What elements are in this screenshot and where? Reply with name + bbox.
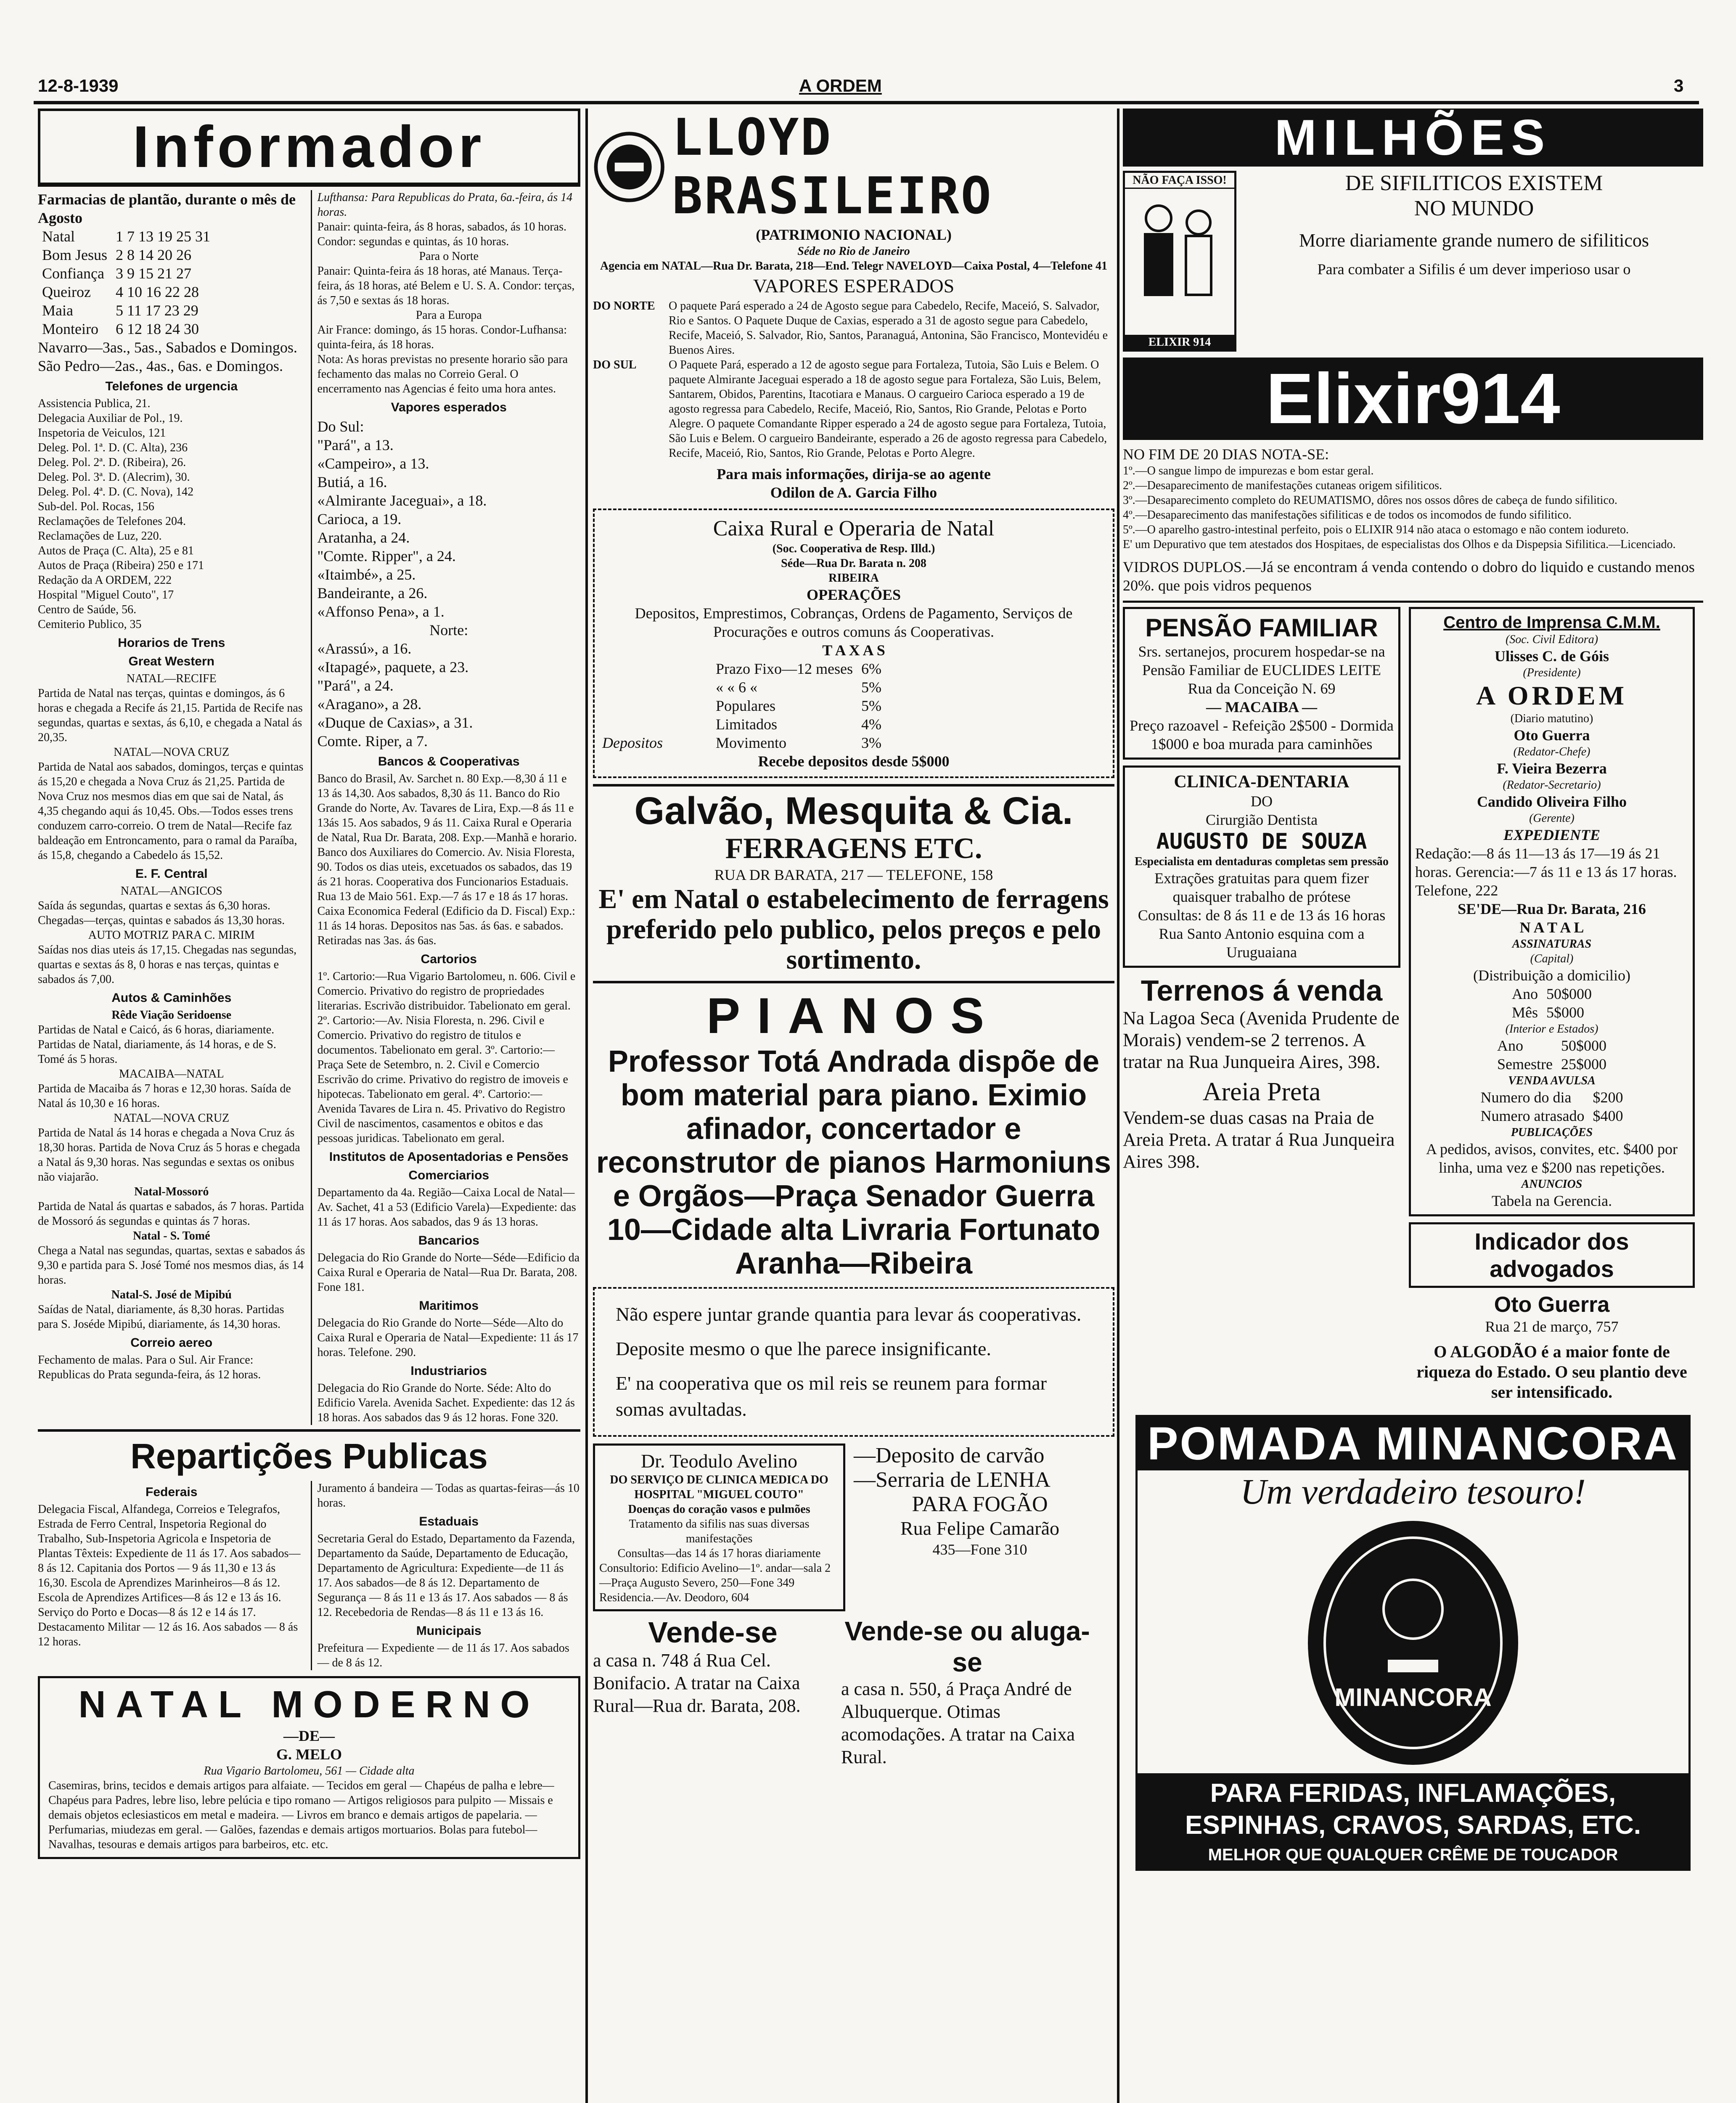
sao-pedro: São Pedro—2as., 4as., 6as. e Domingos. xyxy=(38,358,283,374)
list-item: Redação da A ORDEM, 222 xyxy=(38,574,172,587)
do-sul-label: DO SUL xyxy=(593,358,637,371)
list-item: 3º.—Desaparecimento completo do REUMATISMO, dôres nos ossos dôres de cabeça de fundo sifilitico. xyxy=(1123,494,1617,507)
auto-motriz-heading: AUTO MOTRIZ PARA C. MIRIM xyxy=(88,929,255,942)
maritimos-text: Delegacia do Rio Grande do Norte—Séde—Alto do Caixa Rural e Operaria de Natal—Expediente: 11 ás 17 horas. Telefone. 290. xyxy=(317,1316,579,1359)
trens-heading: Horarios de Trens xyxy=(118,636,225,650)
centro-presidente: Ulisses C. de Góis xyxy=(1494,648,1609,665)
macaiba-heading: MACAIBA—NATAL xyxy=(119,1067,224,1081)
municipais-heading: Municipais xyxy=(416,1624,482,1638)
correio-heading: Correio aereo xyxy=(130,1336,213,1350)
lloyd-info: Para mais informações, dirija-se ao agente xyxy=(717,466,991,482)
table-row: Limitados 4% xyxy=(716,716,881,733)
table-row: Semestre 25$000 xyxy=(1497,1056,1606,1073)
areia-title: Areia Preta xyxy=(1202,1078,1321,1106)
caixa-sub1: (Soc. Cooperativa de Resp. Illd.) xyxy=(772,542,935,555)
elixir-nota: NO FIM DE 20 DIAS NOTA-SE: xyxy=(1123,446,1329,463)
a-ordem-sub: (Diario matutino) xyxy=(1510,712,1593,725)
algodao-text: O ALGODÃO é a maior fonte de riqueza do Estado. O seu plantio deve ser intensificado. xyxy=(1416,1342,1687,1401)
vende-aluga-title: Vende-se ou aluga-se xyxy=(844,1616,1090,1677)
clinica-especialista: Especialista em dentaduras completas sem pressão xyxy=(1135,855,1389,868)
correio-text: Fechamento de malas. Para o Sul. Air France: Republicas do Prata segunda-feira, ás 12 horas. xyxy=(38,1353,261,1381)
industriarios-text: Delegacia do Rio Grande do Norte. Séde: Alto do Edificio Varela. Avenida Sachet. Expediente: das 12 ás 18 horas. Aos sabados das 9 ás 12 horas. Fone 320. xyxy=(317,1382,575,1424)
assinaturas-interior-table xyxy=(1493,1036,1611,1073)
list-item: E' um Depurativo que tem atestados dos Hospitaes, de especialistas dos Olhos e da Dispepsia Sifilitica.—Licenciado. xyxy=(1123,538,1676,551)
caixa-title: Caixa Rural e Operaria de Natal xyxy=(713,516,995,540)
tota-text: Professor Totá Andrada dispõe de bom material para piano. Eximio afinador, concertador e reconstrutor de pianos Harmoniuns e Orgãos—Praça Senador Guerra 10—Cidade alta Livraria Fortunato Aranha—Ribeira xyxy=(596,1045,1111,1280)
lloyd-agencia: Agencia em NATAL—Rua Dr. Barata, 218—End. Telegr NAVELOYD—Caixa Postal, 4—Telefone 41 xyxy=(600,260,1108,273)
natal-recife-text: Partida de Natal nas terças, quintas e domingos, ás 6 horas e chegada a Recife ás 21,15. Partida de Recife nas segundas, quartas e sextas, ás 6,10, e chegada a Natal ás 20,35. xyxy=(38,687,303,744)
table-row: Ano 50$000 xyxy=(1497,1037,1606,1054)
interior-label: (Interior e Estados) xyxy=(1505,1022,1598,1036)
elixir-illustration xyxy=(1123,171,1236,352)
milhoes-text2: Para combater a Sifilis é um dever imperioso usar o xyxy=(1317,261,1631,278)
farmacias-heading: Farmacias de plantão, durante o mês de Agosto xyxy=(38,191,296,226)
natal-angicos-text: Saída ás segundas, quartas e sextas ás 6,30 horas. Chegadas—terças, quintas e sabados ás 13,30 horas. xyxy=(38,899,285,927)
list-item: «Campeiro», a 13. xyxy=(317,455,429,472)
candido-label: (Gerente) xyxy=(1529,812,1575,825)
oto-label: (Redator-Chefe) xyxy=(1513,745,1590,758)
carvao-line3: PARA FOGÃO xyxy=(912,1492,1048,1516)
natal-sao-tome-heading: Natal - S. Tomé xyxy=(132,1229,210,1242)
list-item: Hospital "Miguel Couto", 17 xyxy=(38,588,174,601)
vende-se-ad xyxy=(593,1616,833,1769)
nota: Nota: As horas previstas no presente horario são para fechamento das malas no Correio Geral. O encerramento nas Agencias é feito uma hora antes. xyxy=(317,353,568,395)
table-row: Movimento 3% xyxy=(716,734,881,751)
list-item: Autos de Praça (Ribeira) 250 e 171 xyxy=(38,559,204,572)
table-row: Natal 1 7 13 19 25 31 xyxy=(42,228,211,245)
indicador-title: Indicador dos advogados xyxy=(1474,1228,1629,1282)
federais-heading: Federais xyxy=(146,1485,198,1499)
pomada-minancora-ad xyxy=(1135,1415,1691,1871)
clinica-ad xyxy=(1123,765,1400,968)
list-item: 4º.—Desaparecimento das manifestações sifiliticas e de todos os incomodos de fundo sifilitico. xyxy=(1123,509,1572,522)
anuncios-heading: ANUNCIOS xyxy=(1521,1178,1583,1191)
publicacoes-heading: PUBLICAÇÕES xyxy=(1511,1126,1593,1139)
table-row: Confiança 3 9 15 21 27 xyxy=(42,265,192,282)
caixa-sub3: RIBEIRA xyxy=(828,572,879,585)
sede: SE'DE—Rua Dr. Barata, 216 xyxy=(1458,901,1646,917)
natal-moderno-de: —DE— xyxy=(283,1727,335,1744)
venda-table xyxy=(1477,1088,1628,1125)
distribuicao: (Distribuição a domicilio) xyxy=(1473,967,1630,984)
bancarios-text: Delegacia do Rio Grande do Norte—Séde—Edificio da Caixa Rural e Operaria de Natal—Rua Dr. Barata, 208. Fone 181. xyxy=(317,1251,580,1294)
clinica-extracoes: Extrações gratuitas para quem fizer quaisquer trabalho de prótese xyxy=(1154,870,1369,905)
pensao-text: Srs. sertanejos, procurem hospedar-se na Pensão Familiar de EUCLIDES LEITE xyxy=(1138,643,1385,678)
carvao-address: Rua Felipe Camarão xyxy=(900,1518,1060,1539)
pomada-tin-icon xyxy=(1304,1517,1522,1769)
galvao-slogan: E' em Natal o estabelecimento de ferragens preferido pelo publico, pelos preços e pelo sortimento. xyxy=(598,884,1109,975)
vidros-text: VIDROS DUPLOS.—Já se encontram á venda contendo o dobro do liquido e custando menos 20%. que pois vidros pequenos xyxy=(1123,559,1695,594)
operacoes-text: Depositos, Emprestimos, Cobranças, Ordens de Pagamento, Serviços de Procurações e outros comuns ás Cooperativas. xyxy=(635,605,1073,640)
federais-text: Delegacia Fiscal, Alfandega, Correios e Telegrafos, Estrada de Ferro Central, Inspetoria Regional do Trabalho, Sub-Inspetoria Agricola e Inspetoria de Plantas Têxteis: Expediente de 11 ás 17. Aos sabados—8 ás 12. Capitania dos Portos — 9 ás 11,30 e 13 ás 16,30. Escola de Aprendizes Marinheiros—8 ás 12. Escola de Aprendizes Artifices—8 ás 12 e 13 ás 16. Serviço do Porto e Docas—8 ás 12 e 14 ás 17. Destacamento Militar — 12 ás 16. Aos sabados — 8 ás 12 horas. xyxy=(38,1503,301,1648)
table-row: Numero do dia $200 xyxy=(1480,1089,1623,1106)
lufthansa: Lufthansa: Para Republicas do Prata, 6a.-feira, ás 14 horas. xyxy=(317,191,573,219)
vende-aluga-text: a casa n. 550, á Praça André de Albuquerque. Otimas acomodações. A tratar na Caixa Rural. xyxy=(841,1679,1075,1767)
list-item: Deleg. Pol. 2ª. D. (Ribeira), 26. xyxy=(38,456,186,469)
telefones-heading: Telefones de urgencia xyxy=(105,379,238,393)
rede-viacao-heading: Rêde Viação Seridoense xyxy=(111,1009,232,1022)
do-norte-text: O paquete Pará esperado a 24 de Agosto segue para Cabedelo, Recife, Maceió, S. Salvador, Rio e Santos. O Paquete Duque de Caxias, esperado a 31 de agosto segue para Cabedelo, Recife, Maceió, S. Salvador, Rio, Santos, Paranaguá, Antonina, São Francisco, Montevidéu e Buenos Aires. xyxy=(669,299,1108,357)
issue-date: 12-8-1939 xyxy=(38,76,119,95)
reparticoes-title: Repartições Publicas xyxy=(130,1436,488,1476)
header-rule xyxy=(34,101,1699,104)
carvao-line2: —Serraria de LENHA xyxy=(854,1468,1051,1492)
lloyd-title: LLOYD BRASILEIRO xyxy=(672,109,993,225)
teodulo-service: DO SERVIÇO DE CLINICA MEDICA DO HOSPITAL "MIGUEL COUTO" xyxy=(610,1473,828,1501)
carvao-fone: 435—Fone 310 xyxy=(932,1541,1027,1558)
comerciarios-heading: Comerciarios xyxy=(408,1168,490,1182)
cooperativa-ad xyxy=(593,1287,1114,1437)
indicador-ad xyxy=(1409,1222,1695,1288)
doctor-figures-icon xyxy=(1125,189,1230,315)
operacoes-heading: OPERAÇÕES xyxy=(806,586,901,603)
list-item: «Itapagé», paquete, a 23. xyxy=(317,659,469,675)
taxas-table xyxy=(712,660,886,752)
indicador-name: Oto Guerra xyxy=(1494,1293,1610,1317)
estaduais-heading: Estaduais xyxy=(419,1515,479,1528)
lloyd-subtitle: (PATRIMONIO NACIONAL) xyxy=(756,226,952,243)
do-sul-text: O Paquete Pará, esperado a 12 de agosto segue para Fortaleza, Tutoia, São Luis e Belem. O paquete Almirante Jaceguai esperado a 18 de agosto segue para Fortaleza, São Luis, Belem, Santarem, Obidos, Parentins, Itacotiara e Manaus. O cargueiro Carioca esperado a 19 de agosto regressa para Cabedelo, Recife, Maceió, Rio, Santos, Rio Grande, Pelotas e Porto Alegre. O paquete Comandante Ripper esperado a 24 de agosto segue para Fortaleza, Tutoia, São Luis e Belem. O cargueiro Bandeirante, esperado a 26 de agosto regressa para Cabedelo, Recife, Maceió, Rio, Santos, Rio Grande, Pelotas e Porto Alegre. xyxy=(669,358,1107,460)
norte-heading: Norte: xyxy=(429,622,468,638)
pomada-slogan: Um verdadeiro tesouro! xyxy=(1240,1471,1586,1512)
navarro: Navarro—3as., 5as., Sabados e Domingos. xyxy=(38,339,297,356)
list-item: Reclamações de Luz, 220. xyxy=(38,530,162,543)
galvao-address: RUA DR BARATA, 217 — TELEFONE, 158 xyxy=(714,866,993,883)
natal-moderno-owner: G. MELO xyxy=(276,1746,342,1763)
list-item: Comte. Riper, a 7. xyxy=(317,733,428,750)
centro-sub: (Soc. Civil Editora) xyxy=(1505,633,1598,646)
central-heading: E. F. Central xyxy=(135,867,208,881)
do-sul-heading: Do Sul: xyxy=(317,418,364,435)
column-center xyxy=(593,109,1114,2103)
pomada-seal: MINANCORA xyxy=(1334,1683,1492,1711)
caixa-rural-ad xyxy=(593,509,1114,778)
vapores-heading: Vapores esperados xyxy=(391,400,507,414)
farmacias-table xyxy=(38,227,214,338)
pianos-title: PIANOS xyxy=(706,988,1001,1044)
maritimos-heading: Maritimos xyxy=(419,1299,479,1313)
pianos-ad xyxy=(593,981,1114,1280)
terrenos-text: Na Lagoa Seca (Avenida Prudente de Morais) vendem-se 2 terrenos. A tratar na Rua Junqueira Aires, 398. xyxy=(1123,1008,1400,1072)
list-item: 5º.—O aparelho gastro-intestinal perfeito, pois o ELIXIR 914 não ataca o estomago e não contem iodureto. xyxy=(1123,523,1629,536)
norte-list xyxy=(317,639,580,750)
list-item: Inspetoria de Veiculos, 121 xyxy=(38,426,166,440)
reparticoes-section xyxy=(38,1429,580,1670)
clinica-cirurgiao: Cirurgião Dentista xyxy=(1205,811,1318,828)
clinica-do: DO xyxy=(1251,793,1273,810)
bezerra-label: (Redator-Secretario) xyxy=(1503,779,1601,792)
auto-motriz-text: Saídas nos dias uteis ás 17,15. Chegadas nas segundas, quartas e sextas ás 8, 0 horas e nas terças, quintas e sabados ás 7,00. xyxy=(38,943,297,986)
paper-name: A ORDEM xyxy=(799,76,882,95)
para-norte: Panair: Quinta-feira ás 18 horas, até Manaus. Terça-feira, ás 18 horas, até Belem e U. S. A. Condor: terças, ás 7,50 e sextas ás 18 horas. xyxy=(317,265,575,307)
clinica-name: AUGUSTO DE SOUZA xyxy=(1156,829,1367,854)
list-item: Reclamações de Telefones 204. xyxy=(38,515,186,528)
list-item: "Comte. Ripper", a 24. xyxy=(317,548,456,564)
informador-subcol-b xyxy=(311,190,580,1425)
list-item: "Pará", a 24. xyxy=(317,677,394,694)
column-divider xyxy=(1117,109,1119,2103)
institutos-heading: Institutos de Aposentadorias e Pensões xyxy=(329,1150,569,1164)
terrenos-title: Terrenos á venda xyxy=(1141,974,1383,1007)
page-number: 3 xyxy=(1674,76,1684,95)
areia-ad xyxy=(1123,1077,1400,1173)
expediente-text: Redação:—8 ás 11—13 ás 17—19 ás 21 horas. Gerencia:—7 ás 11 e 13 ás 17 horas. Telefone, 222 xyxy=(1415,845,1677,899)
teodulo-sifilis: Tratamento da sifilis nas suas diversas manifestações xyxy=(629,1518,810,1545)
taxas-heading: T A X A S xyxy=(822,642,885,659)
para-europa: Air France: domingo, ás 15 horas. Condor-Lufhansa: quinta-feira, ás 18 horas. xyxy=(317,323,567,351)
list-item: "Pará", a 13. xyxy=(317,437,394,453)
terrenos-ad xyxy=(1123,974,1400,1073)
natal-sao-jose-heading: Natal-S. José de Mipibú xyxy=(111,1288,232,1301)
galvao-sub: FERRAGENS ETC. xyxy=(725,832,982,865)
milhoes-text: Morre diariamente grande numero de sifiliticos xyxy=(1299,230,1649,251)
galvao-ad xyxy=(593,784,1114,975)
natal-recife-heading: NATAL—RECIFE xyxy=(126,672,217,685)
elixir-badge: ELIXIR 914 xyxy=(1125,335,1234,350)
teodulo-residencia: Residencia.—Av. Deodoro, 604 xyxy=(599,1591,749,1604)
anuncios-text: Tabela na Gerencia. xyxy=(1491,1192,1612,1209)
table-row: Prazo Fixo—12 meses 6% xyxy=(716,660,881,677)
informador-title: Informador xyxy=(38,109,580,187)
natal-nova-cruz-text: Partida de Natal aos sabados, domingos, terças e quintas ás 15,20 e chegada a Nova Cruz ás 21,25. Partida de Nova Cruz nos mesmos dias em que sai de Natal, ás 4,35 chegando aqui ás 10,45. Obs.—Todos esses trens conduzem carro-correio. O trem de Natal—Recife faz baldeação em Entroncamento, para o ramal da Paraíba, ás 15,8, chegando a Cabedelo ás 15,52. xyxy=(38,760,304,862)
elixir-items xyxy=(1123,464,1703,552)
a-ordem: A ORDEM xyxy=(1476,681,1628,710)
list-item: 1º.—O sangue limpo de impurezas e bom estar geral. xyxy=(1123,464,1374,477)
comerciarios-text: Departamento da 4a. Região—Caixa Local de Natal—Av. Sachet, 41 a 53 (Edificio Varela)—Expediente: das 11 ás 17 horas. Aos sabados, das 9 ás 13 horas. xyxy=(317,1186,576,1229)
column-right xyxy=(1123,109,1703,2103)
teodulo-name: Dr. Teodulo Avelino xyxy=(641,1450,797,1472)
cartorios-heading: Cartorios xyxy=(421,952,477,966)
do-sul-list xyxy=(317,436,580,621)
natal-moderno-text: Casemiras, brins, tecidos e demais artigos para alfaiate. — Tecidos em geral — Chapéus de palha e lebre—Chapéus para Padres, lebre liso, lebre pelúcia e tipo romano — Artigos religiosos para pulpito — Missais e demais objetos eclesiasticos em metal e madeira. — Livros em branco e demais artigos de papelaria. — Perfumarias, miudezas em geral. — Galões, fazendas e demais artigos mortuarios. Bolas para futebol—Navalhas, tesouras e demais artigos para barbeiros, etc. etc. xyxy=(48,1779,554,1851)
elixir-caption: NÃO FAÇA ISSO! xyxy=(1125,173,1234,189)
autos-heading: Autos & Caminhões xyxy=(111,991,232,1005)
centro-title: Centro de Imprensa C.M.M. xyxy=(1443,613,1660,632)
venda-heading: VENDA AVULSA xyxy=(1508,1074,1596,1087)
vapores-title: VAPORES ESPERADOS xyxy=(753,275,955,297)
carvao-ad xyxy=(854,1443,1106,1611)
list-item: Aratanha, a 24. xyxy=(317,529,410,546)
condor: Condor: segundas e quintas, ás 10 horas. xyxy=(317,235,509,248)
natal-moderno-address: Rua Vigario Bartolomeu, 561 — Cidade alta xyxy=(204,1764,415,1777)
pensao-ad xyxy=(1123,607,1400,760)
vende-aluga-ad xyxy=(841,1616,1093,1769)
elixir-name: Elixir914 xyxy=(1123,358,1703,440)
natal-mossoro-text: Partida de Natal ás quartas e sabados, ás 7 horas. Partida de Mossoró ás segundas e quintas ás 7 horas. xyxy=(38,1200,304,1228)
natal-mossoro-heading: Natal-Mossoró xyxy=(134,1185,209,1198)
list-item: «Arassú», a 16. xyxy=(317,640,412,657)
list-item: Cemiterio Publico, 35 xyxy=(38,618,142,631)
list-item: Assistencia Publica, 21. xyxy=(38,397,151,410)
list-item: Deleg. Pol. 3ª. D. (Alecrim), 30. xyxy=(38,471,190,484)
assinaturas-heading: ASSINATURAS xyxy=(1512,938,1592,951)
municipais-text: Prefeitura — Expediente — de 11 ás 17. Aos sabados — de 8 ás 12. xyxy=(317,1642,569,1669)
sede-city: N A T A L xyxy=(1519,919,1584,936)
table-row: Populares 5% xyxy=(716,697,881,714)
centro-presidente-label: (Presidente) xyxy=(1523,666,1581,679)
bancarios-heading: Bancarios xyxy=(418,1234,479,1247)
list-item: «Affonso Pena», a 1. xyxy=(317,603,445,620)
clinica-consultas: Consultas: de 8 ás 11 e de 13 ás 16 horas xyxy=(1138,907,1386,924)
para-europa-heading: Para a Europa xyxy=(415,309,482,322)
juramento-text: Juramento á bandeira — Todas as quartas-feiras—ás 10 horas. xyxy=(317,1482,580,1510)
bancos-text: Banco do Brasil, Av. Sarchet n. 80 Exp.—8,30 á 11 e 13 ás 14,30. Aos sabados, 8,30 ás 11. Banco do Rio Grande do Norte, Av. Tavares de Lira, Exp.—8 ás 11 e 13ás 15. Aos sabados, 9 ás 11. Caixa Rural e Operaria de Natal, Rua Dr. Barata, 208. Exp.—Manhã e horario. Banco dos Auxiliares do Comercio. Av. Nisia Floresta, 90. Todos os dias uteis, excetuados os sabados, das 19 ás 21 horas. Cooperativa dos Funcionarios Estaduais. Rua 13 de Maio 561. Exp.—7 ás 17 e 18 ás 17 horas. Caixa Economica Federal (Edificio da D. Fiscal) Exp.: 11 ás 14 horas. Depositos nas 5as. ás 6as. e sabados. Retiradas nas 3as. ás 6as. xyxy=(317,772,577,947)
list-item: Deleg. Pol. 4ª. D. (C. Nova), 142 xyxy=(38,485,194,498)
milhoes-title: MILHÕES xyxy=(1123,109,1703,167)
pomada-text: PARA FERIDAS, INFLAMAÇÕES, ESPINHAS, CRAVOS, SARDAS, ETC. xyxy=(1138,1773,1688,1846)
table-row: Maia 5 11 17 23 29 xyxy=(42,302,198,319)
list-item: 2º.—Desaparecimento de manifestações cutaneas origem sifiliticos. xyxy=(1123,479,1442,492)
areia-text: Vendem-se duas casas na Praia de Areia Preta. A tratar á Rua Junqueira Aires 398. xyxy=(1123,1107,1395,1172)
list-item: Butiá, a 16. xyxy=(317,474,387,490)
list-item: «Aragano», a 28. xyxy=(317,696,422,712)
vende-title: Vende-se xyxy=(648,1616,778,1649)
expediente-heading: EXPEDIENTE xyxy=(1503,826,1601,843)
telefones-list xyxy=(38,396,305,632)
list-item: Delegacia Auxiliar de Pol., 19. xyxy=(38,412,183,425)
bezerra: F. Vieira Bezerra xyxy=(1497,760,1607,777)
pensao-title: PENSÃO FAMILIAR xyxy=(1145,614,1378,642)
teodulo-doencas: Doenças do coração vasos e pulmões xyxy=(628,1503,810,1516)
recebe-depositos: Recebe depositos desde 5$000 xyxy=(758,753,950,770)
coop-p3: E' na cooperativa que os mil reis se reunem para formar somas avultadas. xyxy=(616,1372,1047,1420)
list-item: Carioca, a 19. xyxy=(317,511,402,527)
lloyd-agent: Odilon de A. Garcia Filho xyxy=(770,484,937,501)
table-row: Queiroz 4 10 16 22 28 xyxy=(42,283,199,300)
assinaturas-table xyxy=(1508,985,1596,1022)
milhoes-sub1: DE SIFILITICOS EXISTEM xyxy=(1345,171,1603,195)
table-row: Mês 5$000 xyxy=(1512,1004,1584,1021)
bancos-heading: Bancos & Cooperativas xyxy=(378,755,520,768)
industriarios-heading: Industriarios xyxy=(410,1364,487,1378)
centro-imprensa-box xyxy=(1409,607,1695,1216)
carvao-line1: —Deposito de carvão xyxy=(854,1443,1045,1467)
rede-viacao-text: Partidas de Natal e Caicó, ás 6 horas, diariamente. Partidas de Natal, diariamente, ás 14 horas, e de S. Tomé ás 5 horas. xyxy=(38,1023,276,1066)
pensao-rua: Rua da Conceição N. 69 xyxy=(1188,680,1336,697)
list-item: Centro de Saúde, 56. xyxy=(38,603,137,616)
table-row: Monteiro 6 12 18 24 30 xyxy=(42,320,199,337)
candido: Candido Oliveira Filho xyxy=(1477,793,1627,810)
table-row: Bom Jesus 2 8 14 20 26 xyxy=(42,246,192,263)
para-norte-heading: Para o Norte xyxy=(419,250,479,263)
natal-nova-cruz2-heading: NATAL—NOVA CRUZ xyxy=(114,1112,230,1125)
natal-moderno-ad xyxy=(38,1676,580,1859)
cartorios-text: 1º. Cartorio:—Rua Vigario Bartolomeu, n. 606. Civil e Comercio. Privativo do registro de propriedades literarias. Escrivão distribuidor. Tabelionato em geral. 2º. Cartorio:—Av. Nisia Floresta, n. 296. Civil e Comercio. Privativo do registro de titulos e documentos. Tabelionato em geral. 3º. Cartorio:—Praça Sete de Setembro, n. 2. Civil e Comercio Escrivão do crime. Privativo do registro de imoveis e hipotecas. Tabelionato em geral. 4º. Cartorio:—Avenida Tavares de Lira n. 45. Privativo do Registro Civil de nascimentos, casamentos e obitos e das pessoas juridicas. Tabelionato em geral. xyxy=(317,970,576,1145)
table-row: Ano 50$000 xyxy=(1512,985,1592,1002)
milhoes-sub2: NO MUNDO xyxy=(1414,196,1534,220)
informador-body xyxy=(38,190,580,1425)
informador-subcol-a xyxy=(38,190,305,1425)
list-item: «Duque de Caxias», a 31. xyxy=(317,714,473,731)
coop-p1: Não espere juntar grande quantia para levar ás cooperativas. xyxy=(616,1303,1082,1325)
natal-sao-jose-text: Saídas de Natal, diariamente, ás 8,30 horas. Partidas para S. Joséde Mipibú, diariamente, ás 14,30 horas. xyxy=(38,1303,284,1331)
natal-moderno-title: NATAL MODERNO xyxy=(78,1684,540,1726)
list-item: Sub-del. Pol. Rocas, 156 xyxy=(38,500,154,513)
galvao-title: Galvão, Mesquita & Cia. xyxy=(634,789,1073,832)
indicador-address: Rua 21 de março, 757 xyxy=(1485,1318,1619,1335)
panair: Panair: quinta-feira, ás 8 horas, sabados, ás 10 horas. xyxy=(317,220,566,233)
list-item: «Itaimbé», a 25. xyxy=(317,566,416,583)
clinica-title: CLINICA-DENTARIA xyxy=(1174,772,1350,792)
natal-sao-tome-text: Chega a Natal nas segundas, quartas, sextas e sabados ás 9,30 e partida para S. José Tomé nos mesmos dias, ás 14 horas. xyxy=(38,1244,305,1287)
capital-label: (Capital) xyxy=(1530,952,1574,965)
caixa-sub2: Séde—Rua Dr. Barata n. 208 xyxy=(781,557,926,570)
table-row: Numero atrasado $400 xyxy=(1480,1107,1623,1124)
list-item: Autos de Praça (C. Alta), 25 e 81 xyxy=(38,544,194,557)
teodulo-consultas: Consultas—das 14 ás 17 horas diariamente xyxy=(617,1547,821,1560)
column-divider xyxy=(585,109,588,2103)
natal-angicos-heading: NATAL—ANGICOS xyxy=(120,885,222,898)
estaduais-text: Secretaria Geral do Estado, Departamento da Fazenda, Departamento da Saúde, Departamento de Educação, Departamento de Agricultura: Expediente—de 11 ás 17. Aos sabados—de 8 ás 12. Departamento de Segurança — 8 ás 11 e 13 ás 17. Aos sabados — 8 ás 12. Recebedoria de Rendas—8 ás 11 e 13 ás 16. xyxy=(317,1532,575,1619)
pensao-city: — MACAIBA — xyxy=(1206,699,1317,715)
teodulo-consultorio: Consultorio: Edificio Avelino—1º. andar—sala 2—Praça Augusto Severo, 250—Fone 349 xyxy=(599,1562,831,1589)
clinica-address: Rua Santo Antonio esquina com a Uruguaiana xyxy=(1159,925,1365,961)
oto-guerra: Oto Guerra xyxy=(1514,727,1590,744)
lloyd-sede: Séde no Rio de Janeiro xyxy=(797,245,910,258)
lloyd-emblem-icon xyxy=(593,125,665,209)
list-item: «Almirante Jaceguai», a 18. xyxy=(317,492,487,509)
natal-nova-cruz-heading: NATAL—NOVA CRUZ xyxy=(114,746,230,759)
lloyd-header xyxy=(593,109,1114,225)
coop-p2: Deposite mesmo o que lhe parece insignificante. xyxy=(616,1338,991,1359)
depositos-label: Depositos xyxy=(602,734,663,751)
macaiba-text: Partida de Macaiba ás 7 horas e 12,30 horas. Saída de Natal ás 10,30 e 16 horas. xyxy=(38,1082,291,1110)
publicacoes-text: A pedidos, avisos, convites, etc. $400 por linha, uma vez e $200 nas repetições. xyxy=(1426,1141,1678,1176)
list-item: Bandeirante, a 26. xyxy=(317,585,428,601)
table-row: « « 6 « 5% xyxy=(716,679,881,696)
pensao-preco: Preço razoavel - Refeição 2$500 - Dormida 1$000 e boa murada para caminhões xyxy=(1130,717,1394,752)
natal-nova-cruz2-text: Partida de Natal ás 14 horas e chegada a Nova Cruz ás 18,30 horas. Partida de Nova Cruz ás 5 horas e chegada a Natal ás 9,30 horas. Nas segundas e sextas os onibus não viajarão. xyxy=(38,1126,300,1184)
teodulo-ad xyxy=(593,1443,845,1611)
pomada-title: POMADA MINANCORA xyxy=(1138,1417,1688,1470)
list-item: Deleg. Pol. 1ª. D. (C. Alta), 236 xyxy=(38,441,188,454)
column-left xyxy=(38,109,580,2103)
great-western: Great Western xyxy=(128,654,214,668)
page-header xyxy=(34,76,1699,97)
pomada-sub: MELHOR QUE QUALQUER CRÊME DE TOUCADOR xyxy=(1138,1846,1688,1869)
vende-text: a casa n. 748 á Rua Cel. Bonifacio. A tratar na Caixa Rural—Rua dr. Barata, 208. xyxy=(593,1650,801,1716)
do-norte-label: DO NORTE xyxy=(593,299,655,313)
